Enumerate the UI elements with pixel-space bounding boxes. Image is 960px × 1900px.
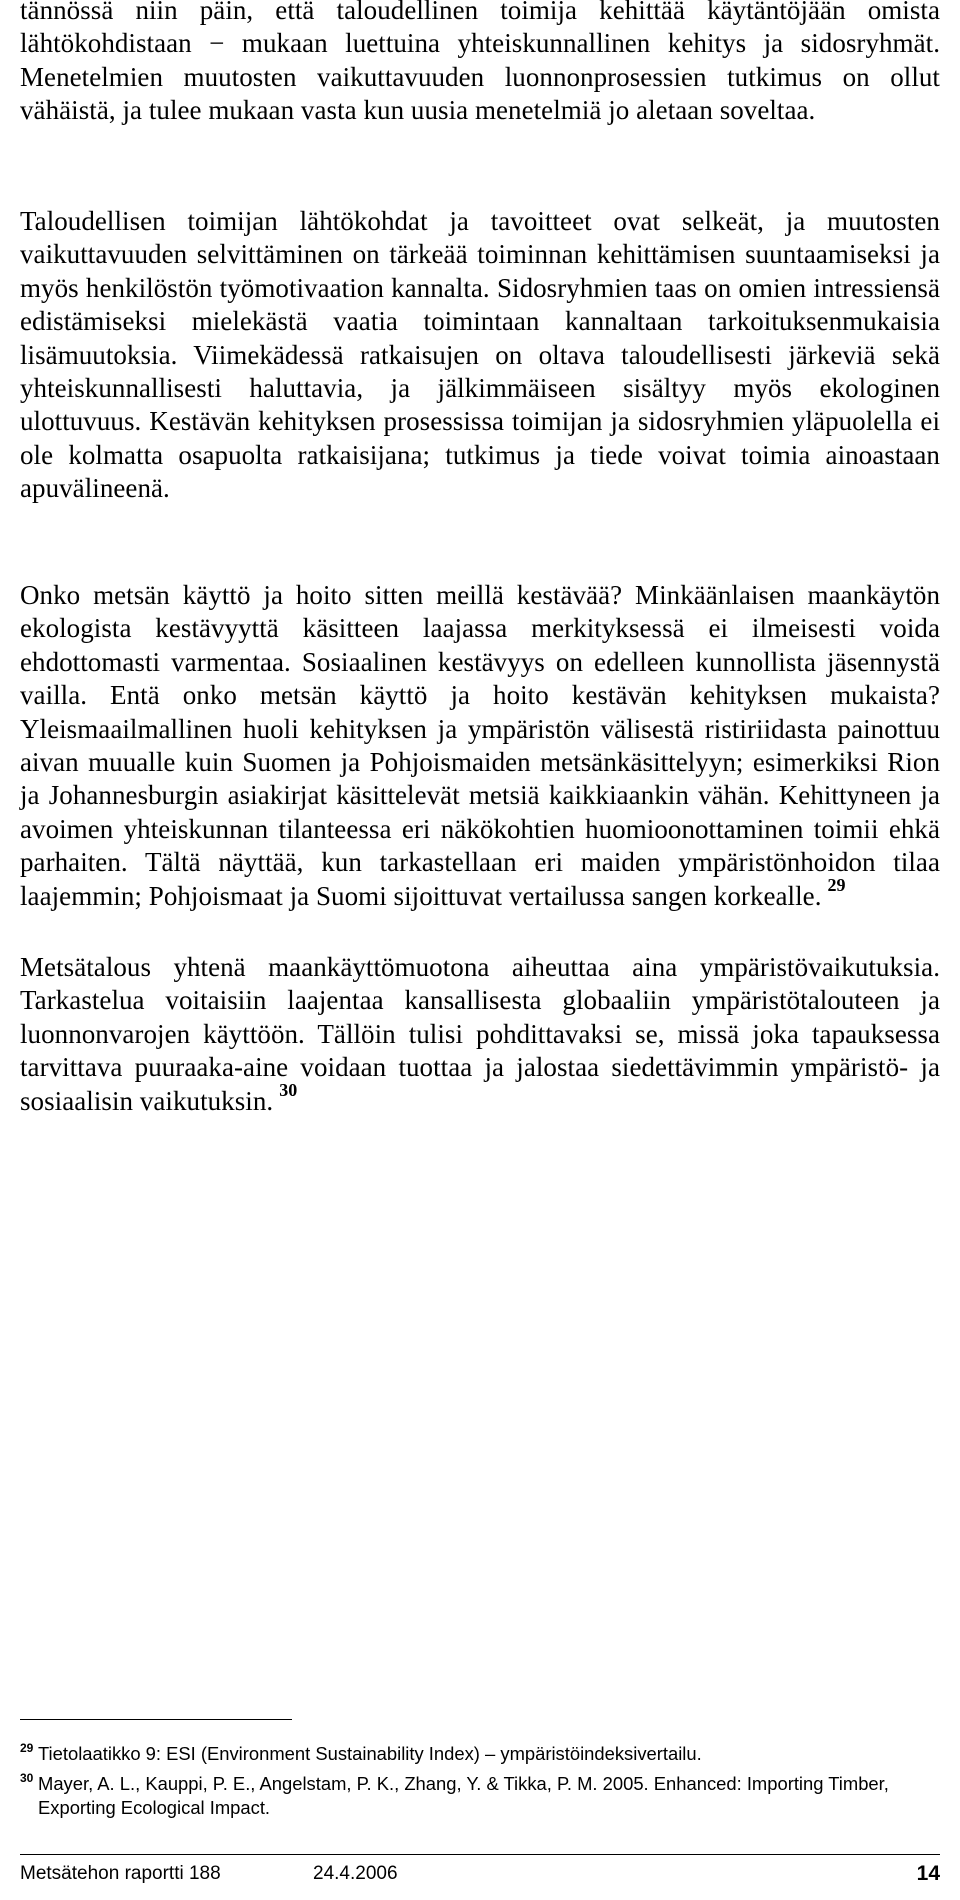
paragraph-4-text: Metsätalous yhtenä maankäyttömuotona aiheuttaa aina ympäristövaikutuksia. Tarkastelua voitaisiin laajentaa kansallisesta globaaliin ympäristötalouteen ja luonnonvarojen käyttöön. Tällöin tulisi pohdittavaksi se, missä joka tapauksessa tarvittava puuraaka-aine voidaan tuottaa ja jalostaa siedettävimmin ympäristö- ja sosiaalisin vaikutuksin.: [20, 952, 940, 1116]
footnote-reference-29[interactable]: 29: [827, 874, 846, 895]
paragraph-1: [20, 0, 940, 128]
page-number: 14: [916, 1862, 940, 1885]
footnotes: [20, 1742, 940, 1820]
footer-divider: [20, 1854, 940, 1855]
paragraph-2-text: Taloudellisen toimijan lähtökohdat ja tavoitteet ovat selkeät, ja muutosten vaikuttavuuden selvittäminen on tärkeää toiminnan kehittämisen suuntaamiseksi ja myös henkilöstön työmotivaation kannalta. Sidosryhmien taas on omien intressiensä edistämiseksi mielekästä vaatia toimintaan kannaltaan tarkoituksenmukaisia lisämuutoksia. Viimekädessä ratkaisujen on oltava taloudellisesti järkeviä sekä yhteiskunnallisesti haluttavia, ja jälkimmäiseen sisältyy myös ekologinen ulottuvuus. Kestävän kehityksen prosessissa toimijan ja sidosryhmien yläpuolella ei ole kolmatta osapuolta ratkaisijana; tutkimus ja tiede voivat toimia ainoastaan apuvälineenä.: [20, 206, 940, 504]
paragraph-1-text: tännössä niin päin, että taloudellinen toimija kehittää käytäntöjään omista lähtökohdistaan − mukaan luettuina yhteiskunnallinen kehitys ja sidosryhmät. Menetelmien muutosten vaikuttavuuden luonnonprosessien tutkimus on ollut vähäistä, ja tulee mukaan vasta kun uusia menetelmiä jo aletaan soveltaa.: [20, 0, 940, 126]
footnote-divider: [20, 1719, 292, 1720]
footnote-text: Mayer, A. L., Kauppi, P. E., Angelstam, P. K., Zhang, Y. & Tikka, P. M. 2005. Enhanced: Importing Timber, Exporting Ecological Impact.: [38, 1773, 889, 1818]
footnote-text: Tietolaatikko 9: ESI (Environment Sustainability Index) – ympäristöindeksivertailu.: [38, 1743, 702, 1764]
paragraph-3: [20, 579, 940, 913]
report-title: Metsätehon raportti 188: [20, 1863, 221, 1884]
footnote-item: [20, 1772, 940, 1820]
paragraph-4: [20, 951, 940, 1118]
footnote-item: [20, 1742, 940, 1766]
footnote-number: 29: [20, 1741, 34, 1755]
footnote-reference-30[interactable]: 30: [279, 1079, 298, 1100]
page-footer: [20, 1858, 940, 1890]
footnote-number: 30: [20, 1771, 34, 1785]
report-date: 24.4.2006: [313, 1863, 398, 1884]
paragraph-3-text: Onko metsän käyttö ja hoito sitten meillä kestävää? Minkäänlaisen maankäytön ekologista kestävyyttä käsitteen laajassa merkityksessä ei ilmeisesti voida ehdottomasti varmentaa. Sosiaalinen kestävyys on edelleen kunnollista jäsennystä vailla. Entä onko metsän käyttö ja hoito kestävän kehityksen mukaista? Yleismaailmallinen huoli kehityksen ja ympäristön välisestä ristiriidasta painottuu aivan muualle kuin Suomen ja Pohjoismaiden metsänkäsittelyyn; esimerkiksi Rion ja Johannesburgin asiakirjat käsittelevät metsiä kaikkiaankin vähän. Kehittyneen ja avoimen yhteiskunnan tilanteessa eri näkökohtien huomioonottaminen toimii ehkä parhaiten. Tältä näyttää, kun tarkastellaan eri maiden ympäristönhoidon tilaa laajemmin; Pohjoismaat ja Suomi sijoittuvat vertailussa sangen korkealle.: [20, 580, 940, 911]
paragraph-2: [20, 205, 940, 506]
